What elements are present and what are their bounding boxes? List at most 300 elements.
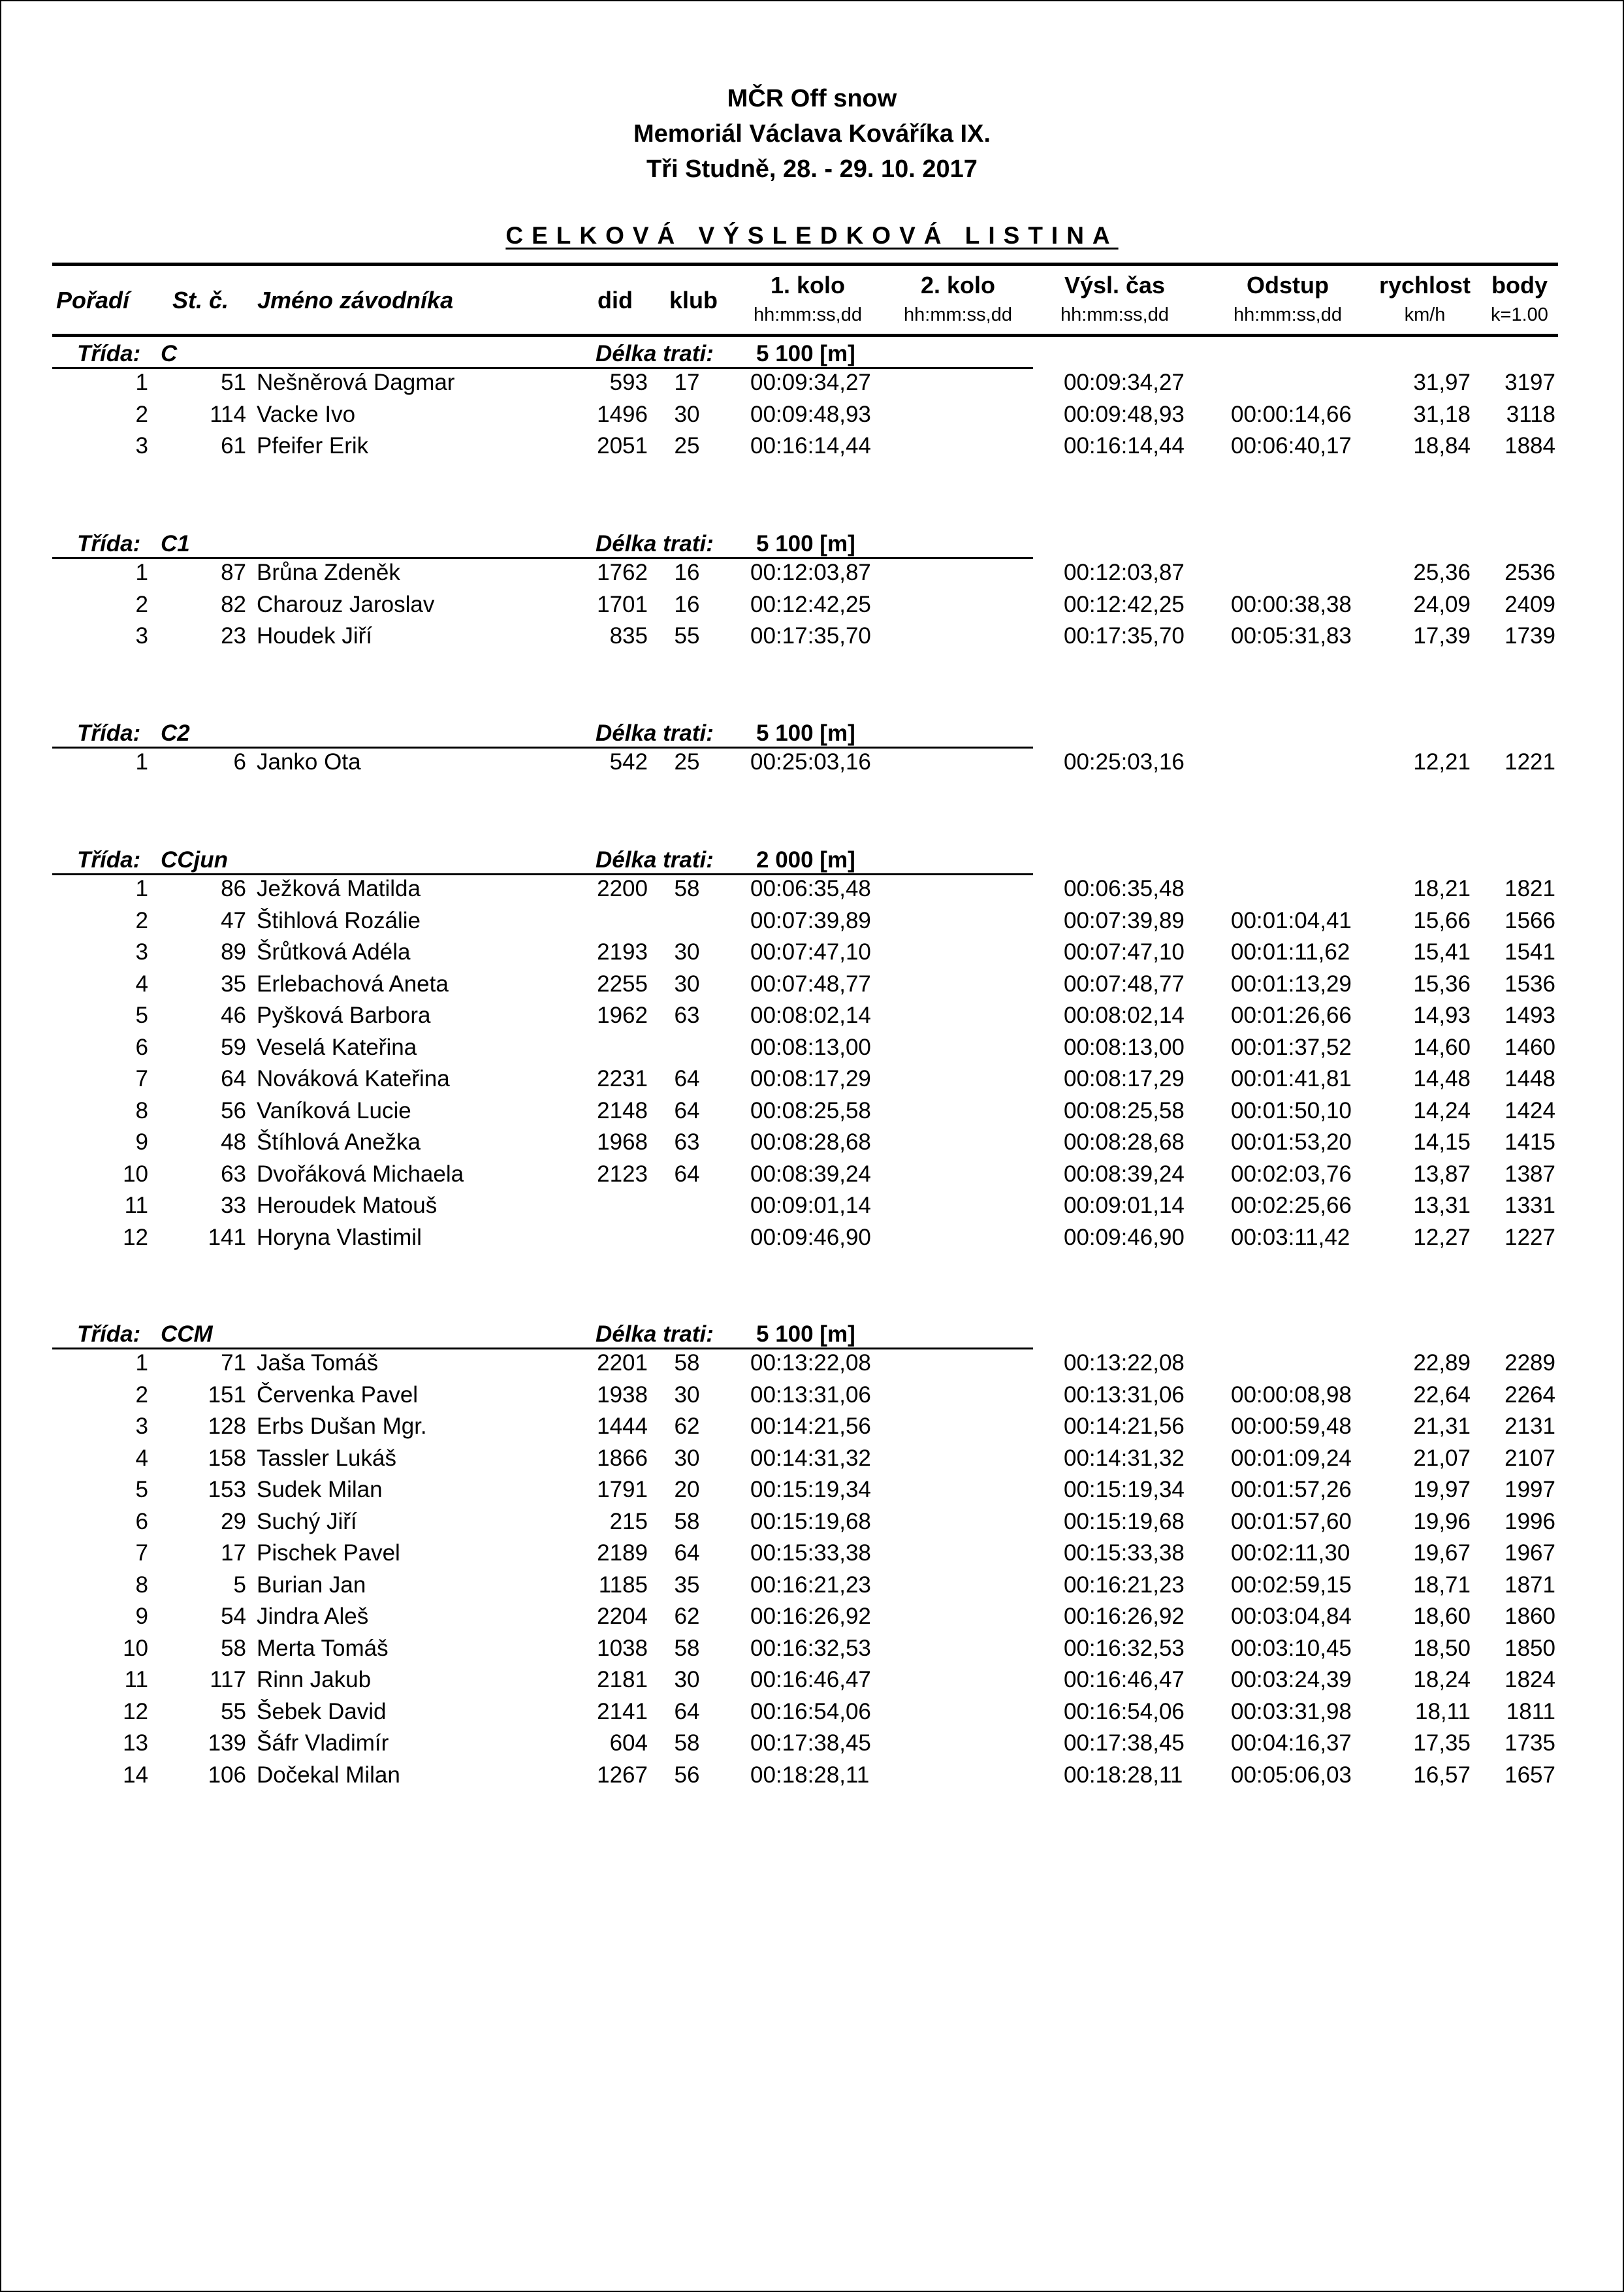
cell-rychlost: 16,57: [1413, 1762, 1471, 1788]
cell-stc: 141: [208, 1224, 246, 1250]
cell-kolo1: 00:18:28,11: [750, 1762, 870, 1788]
cell-kolo1: 00:16:54,06: [750, 1698, 871, 1724]
cell-stc: 55: [221, 1698, 246, 1724]
event-place-date: Tři Studně, 28. - 29. 10. 2017: [646, 155, 978, 183]
cell-body: 2289: [1505, 1350, 1555, 1376]
cell-did: 1762: [597, 560, 648, 585]
cell-stc: 86: [221, 876, 246, 901]
col-header-did: did: [597, 287, 633, 314]
cell-vysl: 00:08:13,00: [1064, 1034, 1185, 1060]
cell-odstup: 00:00:14,66: [1231, 401, 1352, 427]
cell-rychlost: 15,41: [1413, 939, 1471, 965]
section-rule: [52, 747, 1033, 749]
cell-kolo1: 00:08:13,00: [750, 1034, 871, 1060]
cell-vysl: 00:14:21,56: [1064, 1413, 1185, 1439]
cell-jmeno: Jaša Tomáš: [257, 1350, 379, 1376]
cell-kolo1: 00:06:35,48: [750, 876, 871, 901]
cell-poradi: 9: [135, 1129, 148, 1155]
cell-odstup: 00:02:25,66: [1231, 1193, 1352, 1218]
cell-kolo1: 00:15:19,34: [750, 1477, 871, 1502]
cell-did: 835: [609, 623, 648, 649]
cell-did: 1185: [598, 1572, 648, 1598]
cell-rychlost: 14,48: [1413, 1066, 1471, 1091]
table-row: [1, 1003, 1623, 1035]
cell-jmeno: Červenka Pavel: [257, 1381, 419, 1408]
cell-klub: 30: [674, 939, 700, 965]
cell-poradi: 1: [135, 560, 148, 585]
cell-vysl: 00:17:35,70: [1064, 623, 1185, 649]
cell-kolo1: 00:08:02,14: [750, 1003, 871, 1028]
cell-rychlost: 18,60: [1413, 1604, 1471, 1629]
table-row: [1, 1129, 1623, 1161]
cell-poradi: 4: [135, 971, 148, 997]
cell-kolo1: 00:13:31,06: [750, 1381, 871, 1408]
col-header-kolo2: 2. kolo: [920, 272, 996, 299]
cell-jmeno: Štihlová Rozálie: [257, 907, 421, 933]
cell-odstup: 00:02:11,30: [1231, 1540, 1350, 1566]
cell-body: 1541: [1505, 939, 1555, 965]
class-label: Třída:: [77, 531, 141, 557]
cell-odstup: 00:05:31,83: [1231, 623, 1352, 649]
cell-poradi: 3: [135, 1413, 148, 1439]
cell-rychlost: 13,31: [1413, 1193, 1471, 1218]
table-row: [1, 1477, 1623, 1509]
cell-body: 1536: [1505, 971, 1555, 997]
cell-kolo1: 00:08:17,29: [750, 1066, 871, 1091]
table-row: [1, 1193, 1623, 1225]
cell-poradi: 1: [135, 876, 148, 901]
cell-stc: 89: [221, 939, 246, 965]
table-row: [1, 1699, 1623, 1731]
section-rule: [52, 557, 1033, 559]
cell-klub: 58: [674, 1350, 700, 1376]
table-row: [1, 1161, 1623, 1193]
cell-rychlost: 19,97: [1413, 1477, 1471, 1502]
cell-vysl: 00:08:17,29: [1064, 1066, 1185, 1091]
cell-body: 2131: [1505, 1413, 1555, 1439]
cell-poradi: 3: [135, 939, 148, 965]
cell-rychlost: 22,89: [1413, 1350, 1471, 1376]
cell-vysl: 00:07:47,10: [1064, 939, 1185, 965]
cell-klub: 17: [674, 370, 700, 395]
cell-stc: 48: [221, 1129, 246, 1155]
cell-vysl: 00:14:31,32: [1064, 1445, 1185, 1471]
track-length-value: 5 100 [m]: [756, 720, 855, 746]
cell-body: 1811: [1506, 1698, 1555, 1724]
cell-body: 2264: [1505, 1381, 1555, 1408]
cell-body: 1415: [1505, 1129, 1555, 1155]
cell-klub: 58: [674, 876, 700, 901]
cell-stc: 71: [221, 1350, 246, 1376]
track-length-label: Délka trati:: [596, 720, 714, 746]
table-row: [1, 1604, 1623, 1636]
cell-odstup: 00:01:09,24: [1231, 1445, 1352, 1471]
track-length-value: 2 000 [m]: [756, 847, 855, 873]
section-rule: [52, 367, 1033, 369]
class-label: Třída:: [77, 1321, 141, 1347]
cell-stc: 23: [221, 623, 246, 649]
cell-poradi: 5: [135, 1003, 148, 1028]
table-row: [1, 1035, 1623, 1067]
cell-jmeno: Heroudek Matouš: [257, 1193, 438, 1218]
cell-rychlost: 12,27: [1413, 1224, 1471, 1250]
table-row: [1, 1225, 1623, 1257]
cell-odstup: 00:01:13,29: [1231, 971, 1352, 997]
cell-body: 1657: [1505, 1762, 1555, 1788]
cell-odstup: 00:03:11,42: [1231, 1224, 1350, 1250]
cell-rychlost: 19,96: [1413, 1508, 1471, 1534]
cell-vysl: 00:08:02,14: [1064, 1003, 1185, 1028]
cell-odstup: 00:03:31,98: [1231, 1698, 1352, 1724]
cell-jmeno: Sudek Milan: [257, 1477, 383, 1502]
cell-jmeno: Pyšková Barbora: [257, 1003, 431, 1028]
cell-poradi: 2: [135, 907, 148, 933]
cell-jmeno: Ježková Matilda: [257, 876, 421, 901]
cell-odstup: 00:00:59,48: [1231, 1413, 1352, 1439]
cell-stc: 17: [221, 1540, 246, 1566]
table-row: [1, 402, 1623, 434]
col-sub-rychlost: km/h: [1404, 304, 1446, 325]
cell-body: 2409: [1505, 591, 1555, 617]
cell-body: 1424: [1505, 1097, 1555, 1123]
cell-rychlost: 18,21: [1413, 876, 1471, 901]
cell-jmeno: Vacke Ivo: [257, 401, 356, 427]
cell-klub: 30: [674, 1445, 700, 1471]
cell-body: 1448: [1505, 1066, 1555, 1091]
cell-stc: 63: [221, 1161, 246, 1187]
cell-klub: 58: [674, 1635, 700, 1661]
cell-rychlost: 18,24: [1413, 1667, 1471, 1692]
cell-poradi: 12: [123, 1698, 148, 1724]
cell-did: 2123: [597, 1161, 648, 1187]
cell-klub: 62: [674, 1413, 700, 1439]
cell-klub: 64: [674, 1066, 700, 1091]
cell-poradi: 10: [123, 1635, 148, 1661]
cell-did: 1968: [597, 1129, 648, 1155]
cell-jmeno: Erbs Dušan Mgr.: [257, 1413, 427, 1439]
cell-kolo1: 00:09:01,14: [750, 1193, 871, 1218]
cell-kolo1: 00:12:42,25: [750, 591, 871, 617]
cell-did: 1938: [597, 1381, 648, 1408]
cell-vysl: 00:15:33,38: [1064, 1540, 1185, 1566]
cell-odstup: 00:02:59,15: [1231, 1572, 1352, 1598]
cell-did: 542: [609, 749, 648, 775]
cell-kolo1: 00:07:47,10: [750, 939, 871, 965]
cell-kolo1: 00:08:39,24: [750, 1161, 871, 1187]
col-sub-body: k=1.00: [1491, 304, 1548, 325]
cell-poradi: 10: [123, 1161, 148, 1187]
cell-jmeno: Rinn Jakub: [257, 1667, 372, 1692]
cell-jmeno: Houdek Jiří: [257, 623, 373, 649]
cell-body: 1997: [1505, 1477, 1555, 1502]
cell-rychlost: 19,67: [1413, 1540, 1471, 1566]
cell-klub: 30: [674, 971, 700, 997]
table-row: [1, 1066, 1623, 1098]
cell-jmeno: Veselá Kateřina: [257, 1034, 417, 1060]
cell-kolo1: 00:09:48,93: [750, 401, 871, 427]
cell-stc: 51: [221, 370, 246, 395]
cell-did: 2141: [597, 1698, 648, 1724]
cell-poradi: 4: [135, 1445, 148, 1471]
class-name: CCM: [161, 1321, 213, 1347]
table-row: [1, 1350, 1623, 1382]
cell-did: 1701: [597, 591, 648, 617]
cell-kolo1: 00:16:26,92: [750, 1604, 871, 1629]
track-length-value: 5 100 [m]: [756, 531, 855, 557]
cell-odstup: 00:01:41,81: [1231, 1066, 1352, 1091]
cell-stc: 64: [221, 1066, 246, 1091]
cell-kolo1: 00:16:32,53: [750, 1635, 871, 1661]
cell-klub: 25: [674, 749, 700, 775]
cell-jmeno: Šrůtková Adéla: [257, 939, 411, 965]
cell-jmeno: Vaníková Lucie: [257, 1097, 411, 1123]
cell-body: 3118: [1506, 401, 1555, 427]
class-label: Třída:: [77, 720, 141, 746]
cell-jmeno: Janko Ota: [257, 749, 361, 775]
cell-kolo1: 00:17:35,70: [750, 623, 871, 649]
cell-jmeno: Burian Jan: [257, 1572, 366, 1598]
cell-poradi: 7: [135, 1540, 148, 1566]
cell-jmeno: Suchý Jiří: [257, 1508, 357, 1534]
cell-rychlost: 15,66: [1413, 907, 1471, 933]
cell-rychlost: 14,24: [1413, 1097, 1471, 1123]
cell-rychlost: 14,93: [1413, 1003, 1471, 1028]
cell-poradi: 14: [123, 1762, 148, 1788]
cell-vysl: 00:07:48,77: [1064, 971, 1185, 997]
cell-poradi: 3: [135, 433, 148, 459]
cell-rychlost: 14,60: [1413, 1034, 1471, 1060]
cell-stc: 158: [208, 1445, 246, 1471]
cell-did: 1866: [597, 1445, 648, 1471]
cell-stc: 106: [208, 1762, 246, 1788]
cell-vysl: 00:09:46,90: [1064, 1224, 1185, 1250]
cell-rychlost: 12,21: [1413, 749, 1471, 775]
cell-odstup: 00:01:11,62: [1231, 939, 1350, 965]
cell-vysl: 00:09:34,27: [1064, 370, 1185, 395]
cell-vysl: 00:08:25,58: [1064, 1097, 1185, 1123]
cell-did: 1038: [597, 1635, 648, 1661]
table-row: [1, 1445, 1623, 1477]
cell-stc: 151: [208, 1381, 246, 1408]
cell-rychlost: 18,11: [1415, 1698, 1471, 1724]
cell-vysl: 00:12:03,87: [1064, 560, 1185, 585]
cell-jmeno: Tassler Lukáš: [257, 1445, 396, 1471]
cell-stc: 56: [221, 1097, 246, 1123]
cell-body: 1739: [1505, 623, 1555, 649]
cell-jmeno: Horyna Vlastimil: [257, 1224, 422, 1250]
cell-rychlost: 17,39: [1413, 623, 1471, 649]
cell-did: 2181: [597, 1667, 648, 1692]
col-header-vysl: Výsl. čas: [1064, 272, 1166, 299]
cell-rychlost: 21,07: [1413, 1445, 1471, 1471]
event-memorial: Memoriál Václava Kováříka IX.: [633, 120, 991, 148]
cell-vysl: 00:13:31,06: [1064, 1381, 1185, 1408]
cell-jmeno: Pischek Pavel: [257, 1540, 400, 1566]
cell-odstup: 00:03:10,45: [1231, 1635, 1352, 1661]
cell-body: 1860: [1505, 1604, 1555, 1629]
cell-rychlost: 25,36: [1413, 560, 1471, 585]
cell-kolo1: 00:25:03,16: [750, 749, 871, 775]
cell-body: 1387: [1505, 1161, 1555, 1187]
col-sub-kolo1: hh:mm:ss,dd: [754, 304, 862, 325]
cell-odstup: 00:05:06,03: [1231, 1762, 1352, 1788]
cell-stc: 54: [221, 1604, 246, 1629]
header-top-rule: [52, 263, 1558, 266]
cell-odstup: 00:03:24,39: [1231, 1667, 1352, 1692]
col-header-body: body: [1491, 272, 1548, 299]
col-header-poradi: Pořadí: [56, 287, 130, 314]
cell-odstup: 00:01:37,52: [1231, 1034, 1352, 1060]
cell-vysl: 00:12:42,25: [1064, 591, 1185, 617]
table-row: [1, 1572, 1623, 1604]
cell-kolo1: 00:16:14,44: [750, 433, 871, 459]
section-rule: [52, 873, 1033, 875]
cell-rychlost: 14,15: [1413, 1129, 1471, 1155]
cell-klub: 64: [674, 1540, 700, 1566]
cell-vysl: 00:16:32,53: [1064, 1635, 1185, 1661]
cell-body: 1566: [1505, 907, 1555, 933]
cell-vysl: 00:17:38,45: [1064, 1730, 1185, 1756]
cell-rychlost: 31,97: [1413, 370, 1471, 395]
table-row: [1, 939, 1623, 971]
cell-vysl: 00:09:48,93: [1064, 401, 1185, 427]
cell-jmeno: Merta Tomáš: [257, 1635, 389, 1661]
cell-rychlost: 22,64: [1413, 1381, 1471, 1408]
cell-did: 593: [609, 370, 648, 395]
cell-kolo1: 00:09:34,27: [750, 370, 871, 395]
cell-stc: 82: [221, 591, 246, 617]
cell-stc: 114: [210, 401, 246, 427]
cell-stc: 59: [221, 1034, 246, 1060]
table-row: [1, 1509, 1623, 1541]
cell-poradi: 9: [135, 1604, 148, 1629]
cell-poradi: 7: [135, 1066, 148, 1091]
cell-klub: 58: [674, 1508, 700, 1534]
cell-vysl: 00:06:35,48: [1064, 876, 1185, 901]
table-row: [1, 971, 1623, 1003]
cell-poradi: 8: [135, 1572, 148, 1598]
cell-kolo1: 00:16:21,23: [750, 1572, 871, 1598]
cell-did: 1496: [597, 401, 648, 427]
cell-stc: 29: [221, 1508, 246, 1534]
cell-jmeno: Dvořáková Michaela: [257, 1161, 464, 1187]
table-row: [1, 1382, 1623, 1414]
cell-did: 2051: [597, 433, 648, 459]
cell-klub: 16: [674, 560, 700, 585]
cell-kolo1: 00:09:46,90: [750, 1224, 871, 1250]
table-row: [1, 592, 1623, 624]
track-length-value: 5 100 [m]: [756, 341, 855, 366]
cell-did: 604: [609, 1730, 648, 1756]
cell-vysl: 00:15:19,68: [1064, 1508, 1185, 1534]
cell-body: 1824: [1505, 1667, 1555, 1692]
cell-poradi: 2: [135, 401, 148, 427]
cell-jmeno: Erlebachová Aneta: [257, 971, 449, 997]
cell-odstup: 00:00:38,38: [1231, 591, 1352, 617]
track-length-label: Délka trati:: [596, 341, 714, 366]
cell-vysl: 00:07:39,89: [1064, 907, 1185, 933]
track-length-value: 5 100 [m]: [756, 1321, 855, 1347]
cell-stc: 46: [221, 1003, 246, 1028]
col-header-kolo1: 1. kolo: [770, 272, 846, 299]
cell-odstup: 00:01:53,20: [1231, 1129, 1352, 1155]
cell-kolo1: 00:08:28,68: [750, 1129, 871, 1155]
cell-body: 1493: [1505, 1003, 1555, 1028]
cell-did: 1962: [597, 1003, 648, 1028]
cell-did: 2200: [597, 876, 648, 901]
cell-vysl: 00:13:22,08: [1064, 1350, 1185, 1376]
cell-body: 1735: [1505, 1730, 1555, 1756]
cell-did: 2204: [597, 1604, 648, 1629]
cell-odstup: 00:04:16,37: [1231, 1730, 1352, 1756]
cell-stc: 128: [208, 1413, 246, 1439]
cell-kolo1: 00:12:03,87: [750, 560, 871, 585]
cell-jmeno: Charouz Jaroslav: [257, 591, 435, 617]
cell-odstup: 00:01:50,10: [1231, 1097, 1352, 1123]
cell-vysl: 00:08:28,68: [1064, 1129, 1185, 1155]
cell-kolo1: 00:15:19,68: [750, 1508, 871, 1534]
section-rule: [52, 1348, 1033, 1349]
cell-poradi: 1: [135, 1350, 148, 1376]
cell-did: 2201: [597, 1350, 648, 1376]
header-bottom-rule: [52, 334, 1558, 337]
results-heading: CELKOVÁ VÝSLEDKOVÁ LISTINA: [505, 222, 1119, 249]
table-row: [1, 623, 1623, 655]
cell-klub: 64: [674, 1161, 700, 1187]
event-title: MČR Off snow: [727, 85, 897, 112]
table-row: [1, 1636, 1623, 1668]
cell-klub: 58: [674, 1730, 700, 1756]
table-row: [1, 1413, 1623, 1445]
cell-poradi: 6: [135, 1034, 148, 1060]
cell-rychlost: 15,36: [1413, 971, 1471, 997]
class-name: CCjun: [161, 847, 229, 873]
cell-odstup: 00:01:57,60: [1231, 1508, 1352, 1534]
class-name: C2: [161, 720, 190, 746]
cell-odstup: 00:01:26,66: [1231, 1003, 1352, 1028]
cell-odstup: 00:02:03,76: [1231, 1161, 1352, 1187]
cell-body: 1884: [1505, 433, 1555, 459]
cell-body: 1871: [1505, 1572, 1555, 1598]
col-header-jmeno: Jméno závodníka: [257, 287, 454, 314]
cell-odstup: 00:01:04,41: [1231, 907, 1352, 933]
class-name: C: [161, 341, 178, 366]
cell-stc: 58: [221, 1635, 246, 1661]
cell-did: 2148: [597, 1097, 648, 1123]
cell-body: 1850: [1505, 1635, 1555, 1661]
cell-stc: 153: [208, 1477, 246, 1502]
cell-did: 1791: [597, 1477, 648, 1502]
cell-klub: 30: [674, 1667, 700, 1692]
cell-body: 2536: [1505, 560, 1555, 585]
cell-body: 1221: [1505, 749, 1555, 775]
table-row: [1, 1540, 1623, 1572]
cell-jmeno: Nešněrová Dagmar: [257, 370, 455, 395]
cell-klub: 63: [674, 1129, 700, 1155]
cell-poradi: 8: [135, 1097, 148, 1123]
cell-body: 1996: [1505, 1508, 1555, 1534]
table-row: [1, 1667, 1623, 1699]
cell-jmeno: Štíhlová Anežka: [257, 1129, 421, 1155]
cell-poradi: 13: [123, 1730, 148, 1756]
cell-jmeno: Dočekal Milan: [257, 1762, 400, 1788]
table-row: [1, 749, 1623, 781]
cell-body: 1967: [1505, 1540, 1555, 1566]
cell-kolo1: 00:08:25,58: [750, 1097, 871, 1123]
cell-jmeno: Jindra Aleš: [257, 1604, 369, 1629]
table-row: [1, 1098, 1623, 1130]
cell-kolo1: 00:14:31,32: [750, 1445, 871, 1471]
